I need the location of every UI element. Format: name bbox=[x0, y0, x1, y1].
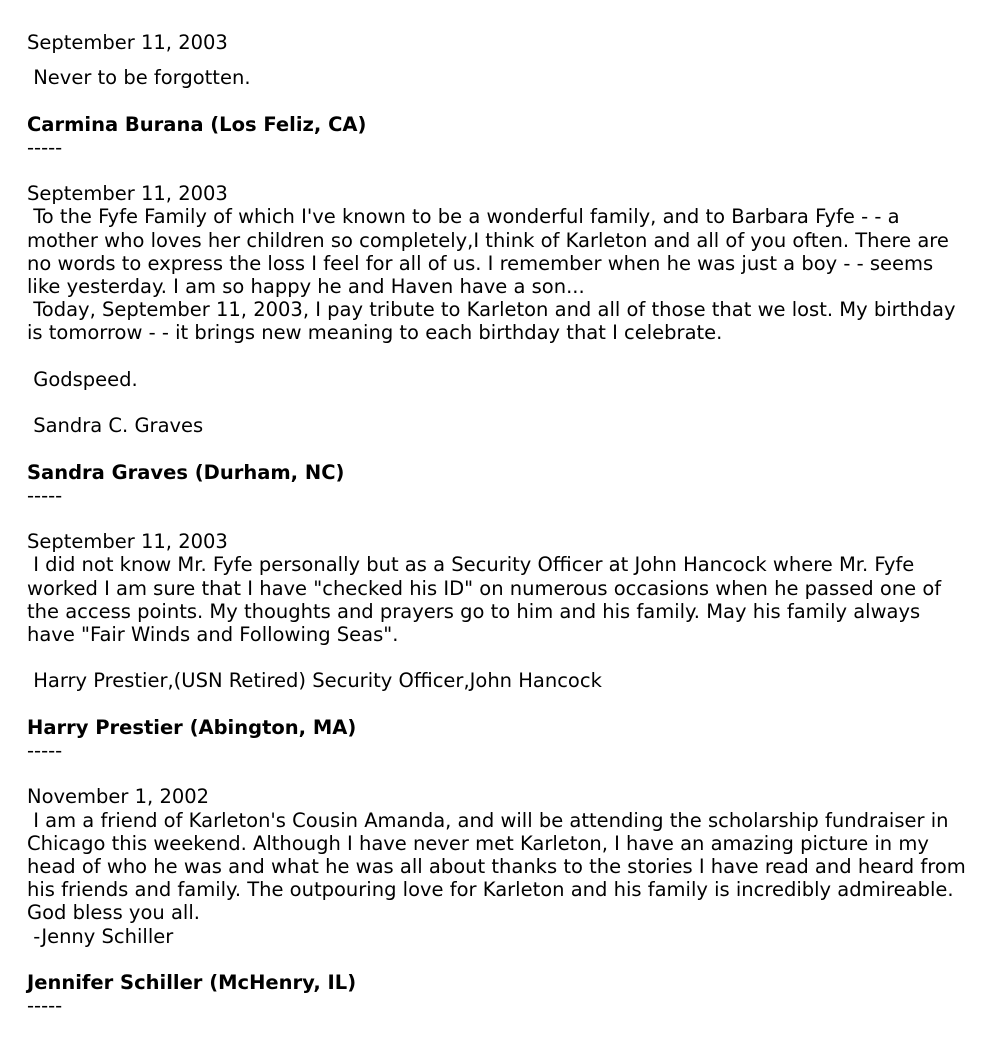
message-line: Godspeed. bbox=[27, 367, 138, 391]
entry-author: Harry Prestier (Abington, MA) bbox=[27, 715, 357, 739]
guestbook-page bbox=[27, 31, 972, 1017]
entry-separator: ----- bbox=[27, 135, 63, 159]
message-line: I am a friend of Karleton's Cousin Amanda, and will be attending the scholarship fundraiser in Chicago this weekend. Although I have never met Karleton, I have an amazing picture in my head of who he was and what he was all about thanks to the stories I have read and heard from his friends and family. The outpouring love for Karleton and his family is incredibly admireable. God bless you all. bbox=[27, 808, 972, 925]
guestbook-entry bbox=[27, 530, 972, 785]
entry-date: November 1, 2002 bbox=[27, 785, 210, 809]
message-line: Never to be forgotten. bbox=[27, 66, 251, 90]
message-line: Harry Prestier,(USN Retired) Security Officer,John Hancock bbox=[27, 669, 602, 693]
message-line: To the Fyfe Family of which I've known to be a wonderful family, and to Barbara Fyfe - - a mother who loves her children so completely,I think of Karleton and all of you often. There are no words to express the loss I feel for all of us. I remember when he was just a boy - - seems like yesterday. I am so happy he and Haven have a son... bbox=[27, 205, 956, 298]
message-line: Sandra C. Graves bbox=[27, 414, 204, 438]
entry-author: Sandra Graves (Durham, NC) bbox=[27, 460, 345, 484]
entry-message bbox=[27, 553, 972, 692]
guestbook-entry bbox=[27, 182, 972, 530]
entry-date: September 11, 2003 bbox=[27, 182, 228, 206]
entry-separator: ----- bbox=[27, 738, 63, 762]
entry-date: September 11, 2003 bbox=[27, 530, 228, 554]
entry-date: September 11, 2003 bbox=[27, 31, 228, 54]
entry-author: Carmina Burana (Los Feliz, CA) bbox=[27, 112, 367, 136]
entry-message bbox=[27, 205, 972, 437]
message-line: I did not know Mr. Fyfe personally but as a Security Officer at John Hancock where Mr. Fyfe worked I am sure that I have "checked his ID" on numerous occasions when he passed one of the access points. My thoughts and prayers go to him and his family. May his family always have "Fair Winds and Following Seas". bbox=[27, 553, 948, 646]
entry-separator: ----- bbox=[27, 994, 63, 1018]
message-line: Today, September 11, 2003, I pay tribute to Karleton and all of those that we lost. My birthday is tomorrow - - it brings new meaning to each birthday that I celebrate. bbox=[27, 298, 962, 345]
entry-separator: ----- bbox=[27, 483, 63, 507]
message-line: -Jenny Schiller bbox=[27, 924, 174, 948]
guestbook-entry bbox=[27, 785, 972, 1017]
entry-message bbox=[27, 66, 972, 89]
guestbook-entry bbox=[27, 31, 972, 182]
entry-message bbox=[27, 809, 972, 948]
entry-author: Jennifer Schiller (McHenry, IL) bbox=[27, 970, 357, 994]
